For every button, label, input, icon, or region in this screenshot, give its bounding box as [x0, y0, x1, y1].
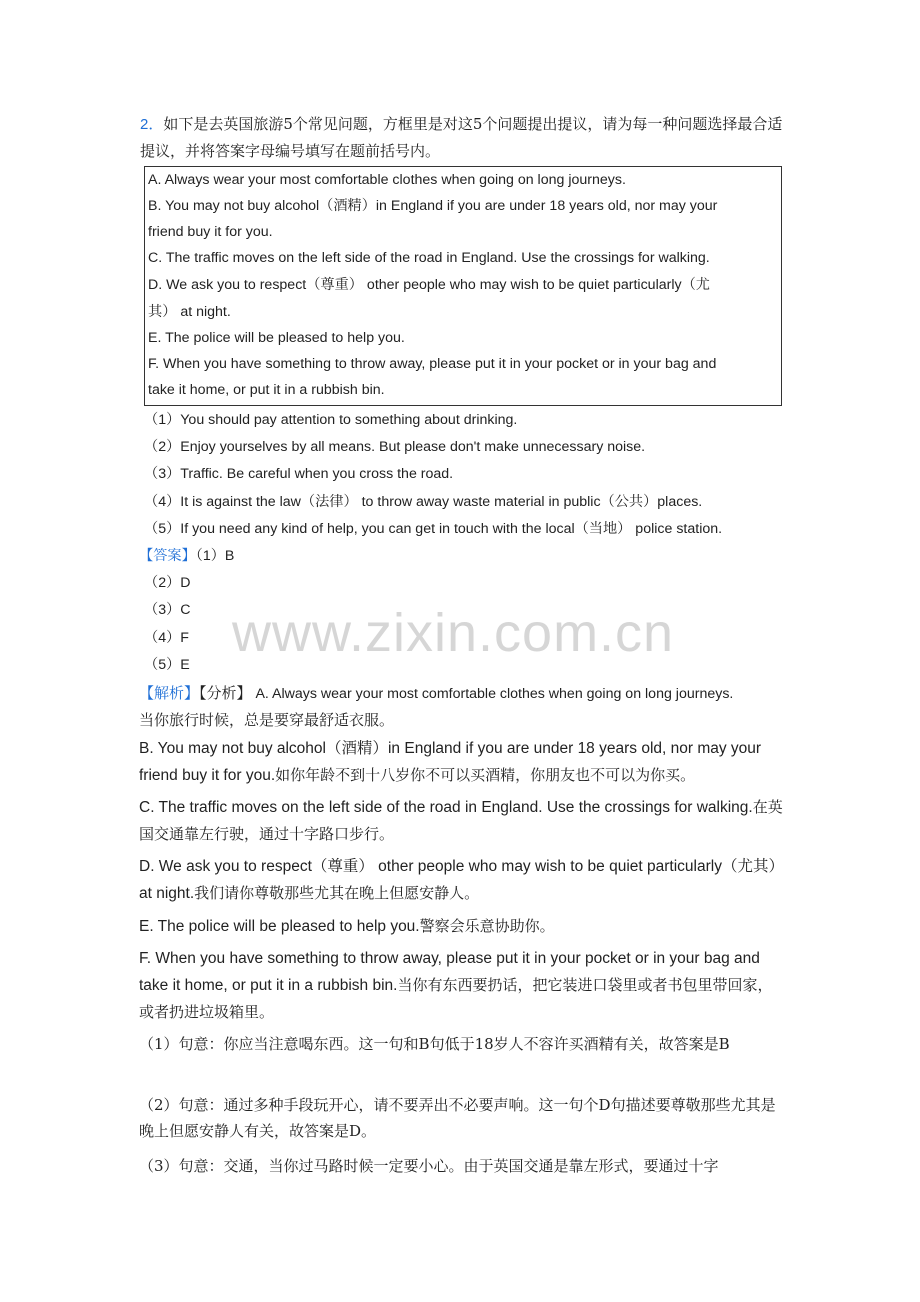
option-f: F. When you have something to throw away, please put it in your pocket or in your bag and: [148, 356, 717, 372]
analysis-d-cn: 我们请你尊敬那些尤其在晚上但愿安静人。: [194, 884, 480, 902]
analysis-e: [139, 913, 784, 940]
analysis-e-en: E. The police will be pleased to help you.: [139, 918, 420, 935]
analysis-d-en: D. We ask you to respect（尊重） other people who may wish to be quiet particularly（尤其） at night.: [139, 858, 784, 902]
option-f-cont: take it home, or put it in a rubbish bin.: [148, 382, 385, 398]
problem-3: （3）Traffic. Be careful when you cross the road.: [144, 466, 454, 482]
analysis-f-cn: 当你有东西要扔话，把它装进口袋里或者书包里带回家，或者扔进垃圾箱里。: [139, 976, 773, 1021]
analysis-a: [139, 680, 784, 733]
problem-5: （5）If you need any kind of help, you can get in touch with the local（当地） police station.: [144, 521, 723, 537]
analysis-b: [139, 735, 784, 789]
analysis-c: [139, 794, 784, 847]
answer-tag: 【答案】: [139, 548, 196, 564]
analysis-a-cn: 当你旅行时候，总是要穿最舒适衣服。: [139, 711, 395, 729]
analysis-c-en: C. The traffic moves on the left side of the road in England. Use the crossings for walking.: [139, 799, 753, 816]
answer-1: （1）B: [195, 548, 235, 564]
answer-3: （3）C: [144, 602, 191, 618]
problem-2: （2）Enjoy yourselves by all means. But please don't make unnecessary noise.: [144, 439, 646, 455]
solution-2: （2）句意：通过多种手段玩开心，请不要弄出不必要声响。这一句个D句描述要尊敬那些尤其是晚上但愿安静人有关，故答案是D。: [139, 1096, 776, 1140]
analysis-f: [139, 945, 784, 1025]
question-title: [140, 111, 785, 165]
analysis-f-en: F. When you have something to throw away, please put it in your pocket or in your bag and take it home, or put it in a rubbish bin.: [139, 950, 760, 994]
analysis-sub-tag: 【分析】: [199, 684, 252, 702]
answer-5: （5）E: [144, 657, 190, 673]
analysis-b-cn: 如你年龄不到十八岁你不可以买酒精，你朋友也不可以为你买。: [275, 766, 696, 784]
question-text: 如下是去英国旅游5个常见问题，方框里是对这5个问题提出提议，请为每一种问题选择最合适提议，并将答案字母编号填写在题前括号内。: [140, 115, 783, 160]
solution-1: （1）句意：你应当注意喝东西。这一句和B句低于18岁人不容许买酒精有关，故答案是B: [139, 1035, 730, 1053]
analysis-b-en: B. You may not buy alcohol（酒精）in England if you are under 18 years old, nor may your friend buy it for you.: [139, 740, 762, 784]
answer-line: [139, 543, 234, 569]
analysis-d: [139, 853, 784, 907]
problem-1: （1）You should pay attention to something about drinking.: [144, 412, 518, 428]
watermark: www.zixin.com.cn: [232, 603, 675, 663]
option-d-cont: 其） at night.: [148, 304, 231, 320]
problem-4: （4）It is against the law（法律） to throw away waste material in public（公共）places.: [144, 494, 703, 510]
analysis-e-cn: 警察会乐意协助你。: [419, 917, 555, 935]
answer-2: （2）D: [144, 575, 191, 591]
option-a: A. Always wear your most comfortable clothes when going on long journeys.: [148, 172, 626, 188]
question-number: 2．: [140, 116, 164, 133]
solution-3: （3）句意：交通，当你过马路时候一定要小心。由于英国交通是靠左形式，要通过十字: [139, 1157, 719, 1175]
analysis-c-cn: 在英国交通靠左行驶，通过十字路口步行。: [139, 798, 783, 843]
analysis-a-en: A. Always wear your most comfortable clothes when going on long journeys.: [251, 686, 734, 702]
answer-4: （4）F: [144, 630, 189, 646]
option-c: C. The traffic moves on the left side of the road in England. Use the crossings for walking.: [148, 250, 710, 266]
analysis-tag: 【解析】: [139, 684, 200, 702]
option-b-cont: friend buy it for you.: [148, 224, 273, 240]
option-b: B. You may not buy alcohol（酒精）in England if you are under 18 years old, nor may your: [148, 198, 718, 214]
option-d: D. We ask you to respect（尊重） other people who may wish to be quiet particularly（尤: [148, 277, 710, 293]
suggestion-box: [144, 166, 782, 406]
option-e: E. The police will be pleased to help you.: [148, 330, 405, 346]
